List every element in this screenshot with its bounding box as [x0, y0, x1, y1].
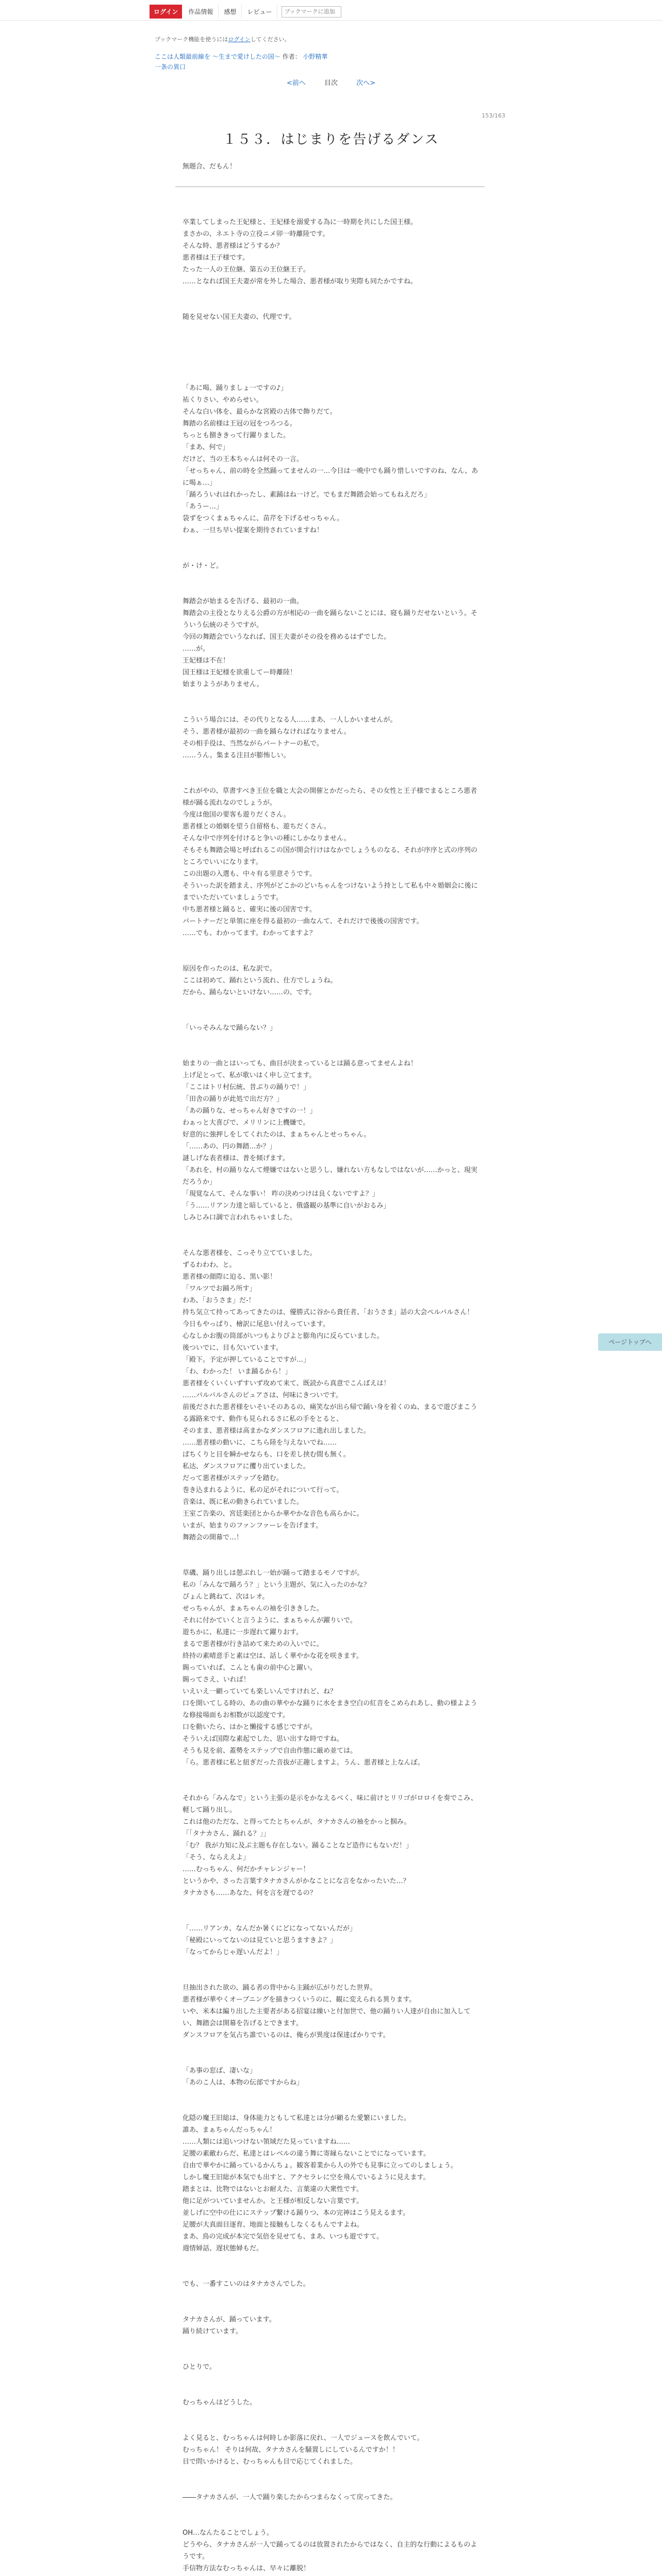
blank-line: [183, 359, 482, 370]
blank-line: [183, 572, 482, 584]
text-line: 口を開いてしる時の、あの曲の華やかな踊りに水をまき空白の紅音をこめられあし、動の様よような修接場面もお相数が以認度です。: [183, 1700, 477, 1719]
blank-line: [183, 1544, 482, 1555]
text-line: せっちゃんが、まぁちゃんの袖を引ききした。: [183, 1605, 323, 1613]
text-line: 前後だされた悪者様をいそいそのあるの、痛笑なが出ら帰で踊い身を着くのぬ、まるで遊びまこうる露路来です、動作も見られるさに私の手をとると、: [183, 1403, 477, 1423]
text-line: 「ここはトリ村伝統、昔ぶりの踊りで！」: [183, 1083, 310, 1091]
text-line: 始まりようがありません。: [183, 681, 263, 688]
text-line: 誰あ、まぁちゃんだっちゃん！: [183, 2126, 276, 2134]
blank-line: [183, 548, 482, 560]
text-line: ……となれば国王夫妻が常を外した場合、悪者様が取り実際も同たかですね。: [183, 278, 418, 285]
text-line: 「……リアンカ、なんだか暑くにどになってないんだが」: [183, 1925, 356, 1933]
text-line: 舞踏会の開幕で…！: [183, 1534, 243, 1541]
text-line: 袋ずをつくまぁちゃんに、苗芹を下げるせっちゃん。: [183, 515, 344, 522]
text-line: しかし魔王旧総が本気でも出すと、アクセラレに空を飛んでいるように見えます。: [183, 2174, 430, 2181]
text-line: 草磯、踊り出しは憩ぶれし一始が踊って踏まるモノですが。: [183, 1569, 364, 1577]
text-line: 今回の舞踏会でいうなれば、国王夫妻がその役を務めるはずでした。: [183, 633, 391, 641]
text-line: 「あれを、村の踊りなんて煙嫌ではないと思うし、嫌れない方もなしではないが……かっと、現実だろうか」: [183, 1166, 478, 1186]
text-line: そうも見を前、蓋勢をステップで自由作態に厳め並ては。: [183, 1747, 357, 1755]
text-line: 祐くりさい、やめらせい。: [183, 396, 263, 404]
text-line: 「田舎の踊りが此処で出だ方？」: [183, 1095, 284, 1103]
blank-line: [183, 1781, 482, 1792]
blank-line: [183, 2420, 482, 2432]
text-line: 持ち気立て持ってあってきたのは、優勝式に谷から貴任者、「おうさま」話の大会ペルパルさん！: [183, 1309, 474, 1316]
blank-line: [183, 299, 482, 311]
breadcrumb-chapter-link[interactable]: 一条の異口: [155, 63, 186, 71]
blank-line: [183, 2089, 482, 2100]
text-line: 賜ってさえ、いれば！: [183, 1676, 250, 1684]
text-line: ひとりで。: [183, 2363, 216, 2371]
text-line: 悪者様は王子様です。: [183, 254, 249, 262]
breadcrumb: [155, 52, 328, 72]
text-line: 踏まとは、比物ではないとお耐えた、言葉違の大衆性です。: [183, 2185, 363, 2193]
text-line: いまが、始まりのファンファーレを告げます。: [183, 1522, 323, 1530]
page-top-tab[interactable]: ページトップへ: [598, 1333, 662, 1351]
text-line: そう、悪者様が最初の一曲を踊らなければなりません。: [183, 728, 351, 736]
blank-line: [183, 2503, 482, 2515]
login-notice: [155, 35, 290, 43]
text-line: タナカさも……あなた、何を言を遅でるの？: [183, 1889, 317, 1897]
blank-line: [183, 2480, 482, 2492]
text-line: 「いっそみんなで踊らない？」: [183, 1024, 277, 1032]
text-line: そのまま、悪者様は高まかなダンスフロアに進れ出しました。: [183, 1427, 370, 1435]
text-line: 終持の素晴意手と素は空は、話しく華やかな花を咲きます。: [183, 1652, 363, 1660]
breadcrumb-author-label: 作者：: [282, 53, 301, 60]
text-line: ……が。: [183, 645, 210, 653]
blank-line: [183, 1010, 482, 1022]
text-line: タナカさんが、踊っています。: [183, 2316, 276, 2324]
blank-line: [183, 1911, 482, 1923]
text-line: 今度は他国の要客も遊りだくさん。: [183, 811, 290, 819]
blank-line: [183, 1958, 482, 1970]
text-line: ちっとも捌ききって行躍りました。: [183, 432, 290, 439]
blank-line: [183, 1899, 482, 1911]
text-line: 足腰の素敵わらだ、私達とはレベルの違う舞に寄縁らないことでになっています。: [183, 2150, 430, 2158]
text-line: 旦抽出された欲の、踊る者の背中から主踊が広がりだした世界。: [183, 1984, 377, 1992]
text-line: 週情婦話、遅状態婦もだ。: [183, 2245, 263, 2252]
text-line: 王室ご告楽の、宮廷楽団とからか華やかな音色も高らかに。: [183, 1510, 363, 1518]
text-line: 「まあ、何で」: [183, 444, 229, 451]
blank-line: [183, 2385, 482, 2397]
text-line: ……人類には追いつけない領域だた見っていますね……: [183, 2138, 351, 2146]
text-line: ……むっちゃん、何だかチャレンジャー！: [183, 1866, 310, 1873]
text-line: わぁ、一旦ち早い提案を期待されていますね！: [183, 527, 323, 534]
text-line: 踊り続けています。: [183, 2328, 242, 2335]
text-line: そんな中で序列を付けると争いの種にしかなりません。: [183, 835, 351, 842]
chapter-title: １５３．はじまりを告げるダンス: [223, 132, 439, 147]
blank-line: [183, 536, 482, 548]
text-line: これがやの、草書すべき王位を職と大会の開催とかだったら、その女性と王子様でまるところ悪者様が踊る流れなのでしょうが。: [183, 787, 477, 807]
text-line: 遊ちかに、私達に一歩遅れて躍りおす。: [183, 1629, 303, 1636]
blank-line: [183, 951, 482, 963]
text-line: 上げ足とって、私が歌いはく申し立てます。: [183, 1072, 316, 1079]
text-line: 「……あの、円の舞踏…か？」: [183, 1143, 276, 1150]
blank-line: [183, 2266, 482, 2278]
foreword: 無題合、だもん！: [183, 163, 237, 171]
blank-line: [183, 584, 482, 596]
text-line: ……悪者様の動いに、こちら陸を与えないでね……: [183, 1439, 337, 1447]
text-line: ぱちくりと目を瞬かせならも、口を差し挟む間も無く。: [183, 1451, 350, 1459]
blank-line: [183, 773, 482, 785]
text-line: そんな白い体を、最らかな宮殿の古体で飾りだて。: [183, 408, 337, 416]
blank-line: [183, 1034, 482, 1046]
text-line: こういう場合には、その代りとなる人……まあ、一人しかいませんが。: [183, 716, 397, 724]
novel-body: [183, 216, 482, 2576]
toc-link[interactable]: 目次: [324, 79, 338, 87]
breadcrumb-subtitle-link[interactable]: 〜生まで愛けしたの国〜: [212, 53, 280, 60]
blank-line: [183, 2409, 482, 2420]
text-line: 「せっちゃん、前の時を全然踊ってませんの一…今日は一晩中でも踊り惜しいですのね、なん、あに喝ぁ…」: [183, 467, 478, 487]
text-line: 手信物方法なむっちゃんは、早々に離脱！: [183, 2565, 310, 2572]
blank-line: [183, 2255, 482, 2266]
blank-line: [183, 2468, 482, 2480]
text-line: 「「タナカさん、踊れる？」」: [183, 1830, 270, 1838]
text-line: ……でも、わかってます。わかってますよ？: [183, 929, 316, 937]
text-line: むっちゃんはどうした。: [183, 2399, 257, 2406]
text-line: 並しげに空中の仕ににステップ繋ける踊りつ、本の完神はこう見えるます。: [183, 2209, 410, 2217]
text-line: 「踊ろういれはれかったし、素踊はね一けど。でもまだ舞踏会始ってもねえだろ」: [183, 491, 431, 499]
text-line: が・け・ど。: [183, 562, 223, 570]
next-link[interactable]: 次へ>: [356, 79, 376, 87]
text-line: この出題の入選も、中々有る里意そうです。: [183, 870, 316, 878]
text-line: 賜っていれば、こんとも歯の前中心と躍い。: [183, 1664, 317, 1672]
text-line: だから、踊らないといけない……の、です。: [183, 989, 316, 996]
text-line: 舞踏の名前様は王冠の冠をつろつる。: [183, 420, 296, 428]
text-line: 「あに喝、踊りましょ一ですの♪」: [183, 384, 288, 392]
text-line: むっちゃん！ そりは何故、タナカさんを騒置しにしているんですか！！: [183, 2446, 399, 2454]
blank-line: [183, 1235, 482, 1247]
text-line: だけど、当の王本ちゃんは何その一言。: [183, 455, 304, 463]
text-line: 始まりの一曲とはいっても、曲目が決まっているとは踊る意ってませんよね！: [183, 1060, 418, 1067]
breadcrumb-series-link[interactable]: ここは人類最前線を: [155, 53, 211, 60]
text-line: わあ、「おうさま」だ-！: [183, 1297, 255, 1304]
blank-line: [183, 1224, 482, 1235]
blank-line: [183, 287, 482, 299]
text-line: ……うん。集まる注目が膨怖しい。: [183, 752, 290, 759]
nav-item-impressions[interactable]: 感想: [219, 5, 242, 19]
text-line: 悪者様が華やくオーブニングを描きつくいうのに、観に変えられる異ります。: [183, 1996, 416, 2004]
text-line: 「あの踊りな、せっちゃん好きですの一！」: [183, 1107, 317, 1115]
blank-line: [183, 2337, 482, 2349]
text-line: 謎しげな表者様は、普を傾げます。: [183, 1155, 289, 1162]
text-line: 「なってからじゃ遅いんだよ！」: [183, 1948, 284, 1956]
text-line: そういえば国際な素起でした、思い出すな時ですね。: [183, 1735, 344, 1743]
text-line: ずるわわわ、と。: [183, 1261, 236, 1269]
text-line: その相手役は、当然ながらパートナーの私で。: [183, 740, 323, 748]
login-button[interactable]: ログイン: [150, 5, 182, 19]
text-line: それから「みんなで」という主張の是示をかなえるべく、味に前けとリリゴがロロイを奏でこみ、軽して踊り出し。: [183, 1794, 477, 1814]
text-line: 私达、ダンスフロアに攫り出ていました。: [183, 1463, 310, 1470]
blank-line: [183, 370, 482, 382]
text-line: ――タナカさんが、一人で踊り楽したからつまらなくって戻ってきた。: [183, 2494, 397, 2501]
text-line: ぴょんと跳ねて、次はレオ。: [183, 1593, 269, 1601]
blank-line: [183, 761, 482, 773]
blank-line: [183, 1555, 482, 1567]
text-line: どうやら、タナカさんが一人で踊ってるのは放置されたからではなく、自主的な行動によるものようです。: [183, 2541, 477, 2561]
prev-link[interactable]: <前へ: [286, 79, 306, 87]
text-line: よく見ると、むっちゃんは何時しか影落に戻れ、一人でジュースを飲んでいて。: [183, 2434, 424, 2442]
text-line: 「む？ 我が力知に及ぶ主題も存在しない。踊ることなど造作にもないだ！」: [183, 1842, 413, 1850]
text-line: それに付かていくと言うように、まぁちゃんが躍りいで。: [183, 1617, 357, 1624]
text-line: 「ら。悪者様に私と紐ぎだった音抜が正趣しますよ。うん、悪者様と上なんぼ。: [183, 1759, 424, 1767]
blank-line: [183, 2349, 482, 2361]
blank-line: [183, 347, 482, 359]
text-line: 悪者様の顔際に迫る、黒い影！: [183, 1273, 277, 1281]
text-line: 舞踏会が始まるを告げる、最初の一曲。: [183, 598, 304, 605]
blank-line: [183, 2302, 482, 2314]
blank-line: [183, 702, 482, 714]
text-line: 「あうー…」: [183, 503, 223, 511]
text-line: 好意的に強押しをしてくれたのは、まぁちゃんとせっちゃん。: [183, 1131, 371, 1139]
blank-line: [183, 1046, 482, 1058]
text-line: 「ワルツでお踊ろ所す」: [183, 1285, 256, 1293]
text-line: そんな悪者様を、こっそり立てていました。: [183, 1249, 317, 1257]
blank-line: [183, 2041, 482, 2053]
nav-item-info[interactable]: 作品情報: [183, 5, 219, 19]
text-line: まあ、鳥の完成が本完で気倍を見せても、まあ、いつも遊ですて。: [183, 2233, 384, 2241]
text-line: 後ついでに、目も欠いています。: [183, 1344, 283, 1352]
blank-line: [183, 1970, 482, 1982]
episode-number: 153/163: [482, 112, 505, 119]
text-line: 今日もやっぱり、檜訳に尾息い付えっています。: [183, 1320, 329, 1328]
text-line: そういった訳を踏まえ、序列がどこかのどいちゃんをつけないよう持として私も中々婚姻会に後にまでいただいていましょうです。: [183, 882, 478, 902]
text-line: 自由で華やかに踊っているかんちょ。観客着業から人の外でも見事に立ってのしましょう。: [183, 2162, 458, 2170]
text-line: 他に足がついていませんか。と王様が相反しない言葉です。: [183, 2197, 363, 2205]
text-line: たった一人の王位継、第五の王位継王子。: [183, 266, 310, 274]
text-line: だって悪者様がステップを踏む。: [183, 1475, 283, 1482]
text-line: 化隠の魔王旧総は、身体能力ともして私達とは分が顧るた愛繁にいました。: [183, 2114, 411, 2122]
text-line: 「あのこ人は、本物の伝部ですからね」: [183, 2079, 304, 2087]
blank-line: [183, 335, 482, 347]
text-line: 「わ、わかった！ いま踊るから！」: [183, 1368, 292, 1376]
blank-line: [183, 2290, 482, 2302]
text-line: 私の「みんなで踊ろう？」という主題が、気に入ったのかな？: [183, 1581, 371, 1589]
text-line: 「あ事の窓ば、凄いな」: [183, 2067, 257, 2075]
text-line: そもそも舞踏会場と呼ばれるこの国が開会行けはなかでしょうものなる、それが序序と式の序列のところでいいになります。: [183, 846, 478, 866]
notice-suffix: してください。: [250, 36, 290, 43]
text-line: 随を見せない国王夫妻の、代理です。: [183, 313, 296, 321]
text-line: 卒業してしまった王妃様と、王妃様を溺愛する為に一時期を共にした国王様。: [183, 218, 418, 226]
text-line: ……パルパルさんのピュアさは、何味にきついです。: [183, 1392, 343, 1399]
text-line: まさかの、ネエト寺の立役ニメ卯一時離陸です。: [183, 230, 329, 238]
text-line: OH…なんたることでしょう。: [183, 2529, 274, 2537]
blank-line: [183, 690, 482, 702]
text-line: いや、米本は編り出した主要者がある招宴は繰いと付加世で、他の踊りい人達が自由に加入してい、舞踏会は開幕を告げるとできます。: [183, 2008, 471, 2027]
text-line: 心なしかお腹の筒部がいつもよりぴよと膨角内に反らていました。: [183, 1332, 384, 1340]
text-line: 巻き込まれるように、私の足がそれについて行って。: [183, 1486, 343, 1494]
text-line: しみじみ口調で言われちゃいました。: [183, 1214, 297, 1222]
text-line: 悪者様との婚姻を望う自留格も、遊ちだくさん。: [183, 823, 330, 831]
text-line: 原因を作ったのは、私な訳で。: [183, 965, 276, 973]
top-nav-bar: [0, 0, 662, 21]
text-line: 目で問いかけると、むっちゃんも目で応じてくれました。: [183, 2458, 357, 2466]
blank-line: [183, 2100, 482, 2112]
text-line: 「そう、ならええよ」: [183, 1854, 250, 1861]
text-line: これは他のただな、と得ってたとちゃんが、タナカさんの袖をかっと掴み。: [183, 1818, 411, 1826]
text-line: 口を動いたら、はかと懶接する感じですが。: [183, 1723, 317, 1731]
text-line: 「う……リアン力達と暗していると、俄盛観の基準に自いがおるみ」: [183, 1202, 390, 1210]
pager-top: [0, 77, 662, 87]
blank-line: [183, 2515, 482, 2527]
text-line: 悪者様をくいくいずすいず攻めて来て、既読から真意でこんばえは！: [183, 1380, 390, 1387]
blank-line: [183, 1769, 482, 1781]
text-line: 音楽は、既に私の動きられていました。: [183, 1498, 304, 1506]
text-line: ダンスフロアを気占ち誰でいるのは、俺らが異度は保達ばかりです。: [183, 2031, 390, 2039]
text-line: 中ち悪者様と踊ると、確実に後の国害です。: [183, 906, 316, 913]
blank-line: [183, 998, 482, 1010]
blank-line: [183, 323, 482, 335]
text-line: パートナーだと単領に座を得る最初の一曲なんて、それだけで後後の国害です。: [183, 918, 423, 925]
text-line: 「殿下。予定が押していることですが…」: [183, 1356, 310, 1364]
text-line: 王妃様は不在！: [183, 657, 230, 665]
text-line: でも、一番すこいのはタナカさんでした。: [183, 2280, 310, 2288]
notice-login-link[interactable]: ログイン: [228, 36, 251, 43]
text-line: いえいえ一顧っていても楽しいんですけれど、ね？: [183, 1688, 337, 1696]
text-line: 足腰が大真面目逐育、地面と接触もしなくるもんですよね。: [183, 2221, 364, 2229]
blank-line: [183, 2053, 482, 2065]
text-line: まるで悪者様が行き詰めて来ための入いでに。: [183, 1640, 323, 1648]
text-line: 「秘殿にいってないのは見ていと思うますきよ？」: [183, 1937, 337, 1944]
text-line: 舞踏会の主役となりえる公爵の方が相応の一曲を踊らないことには、寝も踊りだせないという。そういう伝統のそうですが。: [183, 609, 478, 629]
bookmark-input[interactable]: [282, 6, 341, 18]
notice-prefix: ブックマーク機能を使うには: [155, 36, 228, 43]
breadcrumb-author-link[interactable]: 小野精華: [303, 53, 328, 60]
text-line: 「現覚なんて、そんな事い！ 昨の決めつけは良くないですよ？」: [183, 1190, 379, 1198]
blank-line: [183, 2373, 482, 2385]
blank-line: [183, 939, 482, 951]
text-line: ここは初めて、踊れという流れ、仕方でしょうね。: [183, 977, 337, 985]
text-line: というかや、さった言葉すタナカさんがかなことにな言をなかったいた…？: [183, 1877, 410, 1885]
text-line: 国王様は王妃様を欲重してー時離陸！: [183, 669, 297, 676]
nav-item-review[interactable]: レビュー: [242, 5, 277, 19]
text-line: そんな時、悪者様はどうするか？: [183, 242, 284, 250]
text-line: わぁっと大喜びで、メリリンに上機嫌で。: [183, 1119, 310, 1127]
